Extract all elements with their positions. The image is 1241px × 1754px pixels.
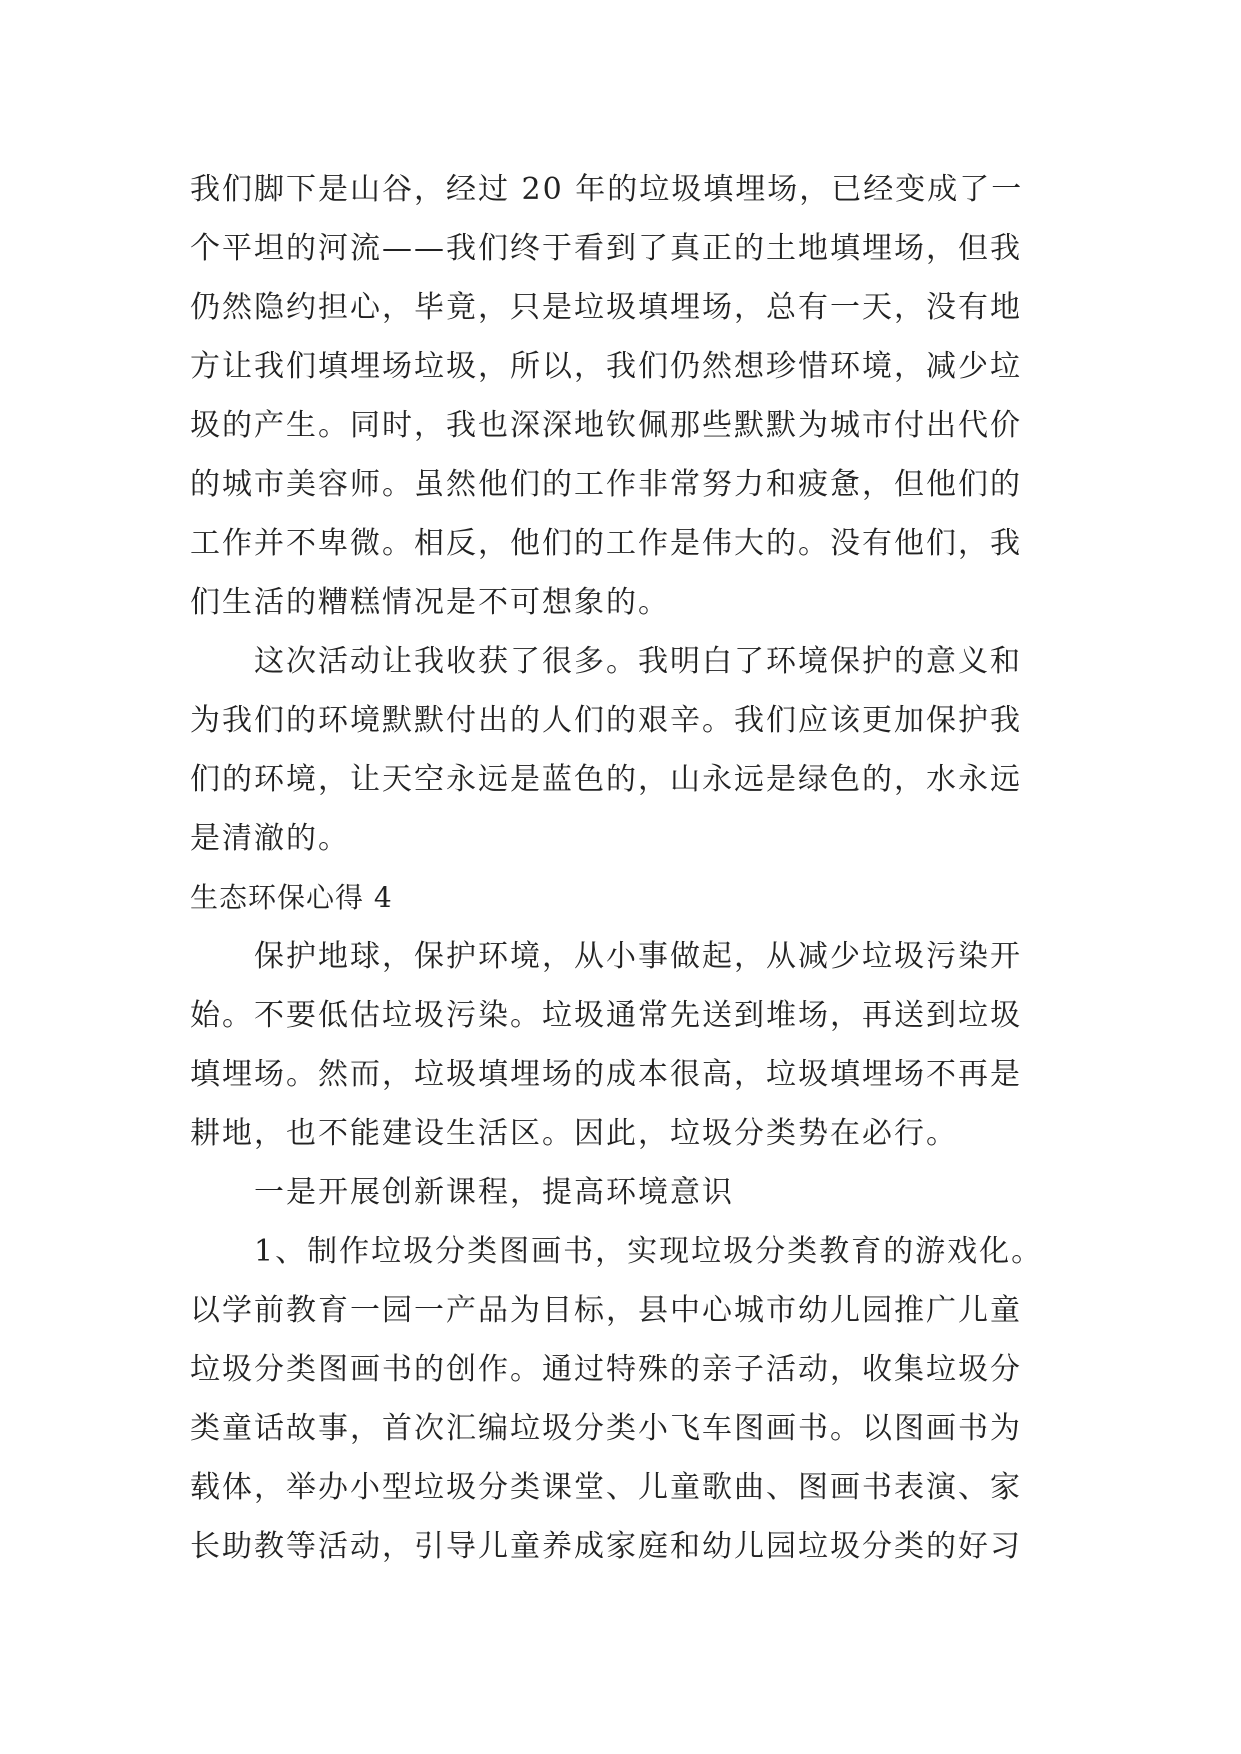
text-line: 载体，举办小型垃圾分类课堂、儿童歌曲、图画书表演、家 bbox=[190, 1470, 1022, 1505]
text-line: 长助教等活动，引导儿童养成家庭和幼儿园垃圾分类的好习 bbox=[190, 1529, 1022, 1564]
text-line: 工作并不卑微。相反，他们的工作是伟大的。没有他们，我 bbox=[190, 526, 1022, 561]
text-line: 仍然隐约担心，毕竟，只是垃圾填埋场，总有一天，没有地 bbox=[190, 290, 1022, 325]
text-line: 始。不要低估垃圾污染。垃圾通常先送到堆场，再送到垃圾 bbox=[190, 998, 1022, 1033]
text-line: 为我们的环境默默付出的人们的艰辛。我们应该更加保护我 bbox=[190, 703, 1022, 738]
text-line: 方让我们填埋场垃圾，所以，我们仍然想珍惜环境，减少垃 bbox=[190, 349, 1022, 384]
text-line: 们的环境，让天空永远是蓝色的，山永远是绿色的，水永远 bbox=[190, 762, 1022, 797]
text-line: 的城市美容师。虽然他们的工作非常努力和疲惫，但他们的 bbox=[190, 467, 1022, 502]
list-item-line: 1、制作垃圾分类图画书，实现垃圾分类教育的游戏化。 bbox=[254, 1234, 1044, 1269]
text-line: 个平坦的河流——我们终于看到了真正的土地填埋场，但我 bbox=[190, 231, 1022, 266]
text-line: 填埋场。然而，垃圾填埋场的成本很高，垃圾填埋场不再是 bbox=[190, 1057, 1022, 1092]
subheading-line: 一是开展创新课程，提高环境意识 bbox=[254, 1175, 734, 1210]
paragraph-start-line: 这次活动让我收获了很多。我明白了环境保护的意义和 bbox=[254, 644, 1022, 679]
text-line: 以学前教育一园一产品为目标，县中心城市幼儿园推广儿童 bbox=[190, 1293, 1022, 1328]
text-line: 耕地，也不能建设生活区。因此，垃圾分类势在必行。 bbox=[190, 1116, 958, 1151]
text-line: 是清澈的。 bbox=[190, 821, 350, 856]
paragraph-start-line: 保护地球，保护环境，从小事做起，从减少垃圾污染开 bbox=[254, 939, 1022, 974]
text-line: 我们脚下是山谷，经过 20 年的垃圾填埋场，已经变成了一 bbox=[190, 172, 1024, 207]
section-heading: 生态环保心得 4 bbox=[190, 881, 393, 914]
text-line: 类童话故事，首次汇编垃圾分类小飞车图画书。以图画书为 bbox=[190, 1411, 1022, 1446]
document-body bbox=[190, 160, 1060, 1576]
text-line: 圾的产生。同时，我也深深地钦佩那些默默为城市付出代价 bbox=[190, 408, 1022, 443]
text-line: 垃圾分类图画书的创作。通过特殊的亲子活动，收集垃圾分 bbox=[190, 1352, 1022, 1387]
text-line: 们生活的糟糕情况是不可想象的。 bbox=[190, 585, 670, 620]
